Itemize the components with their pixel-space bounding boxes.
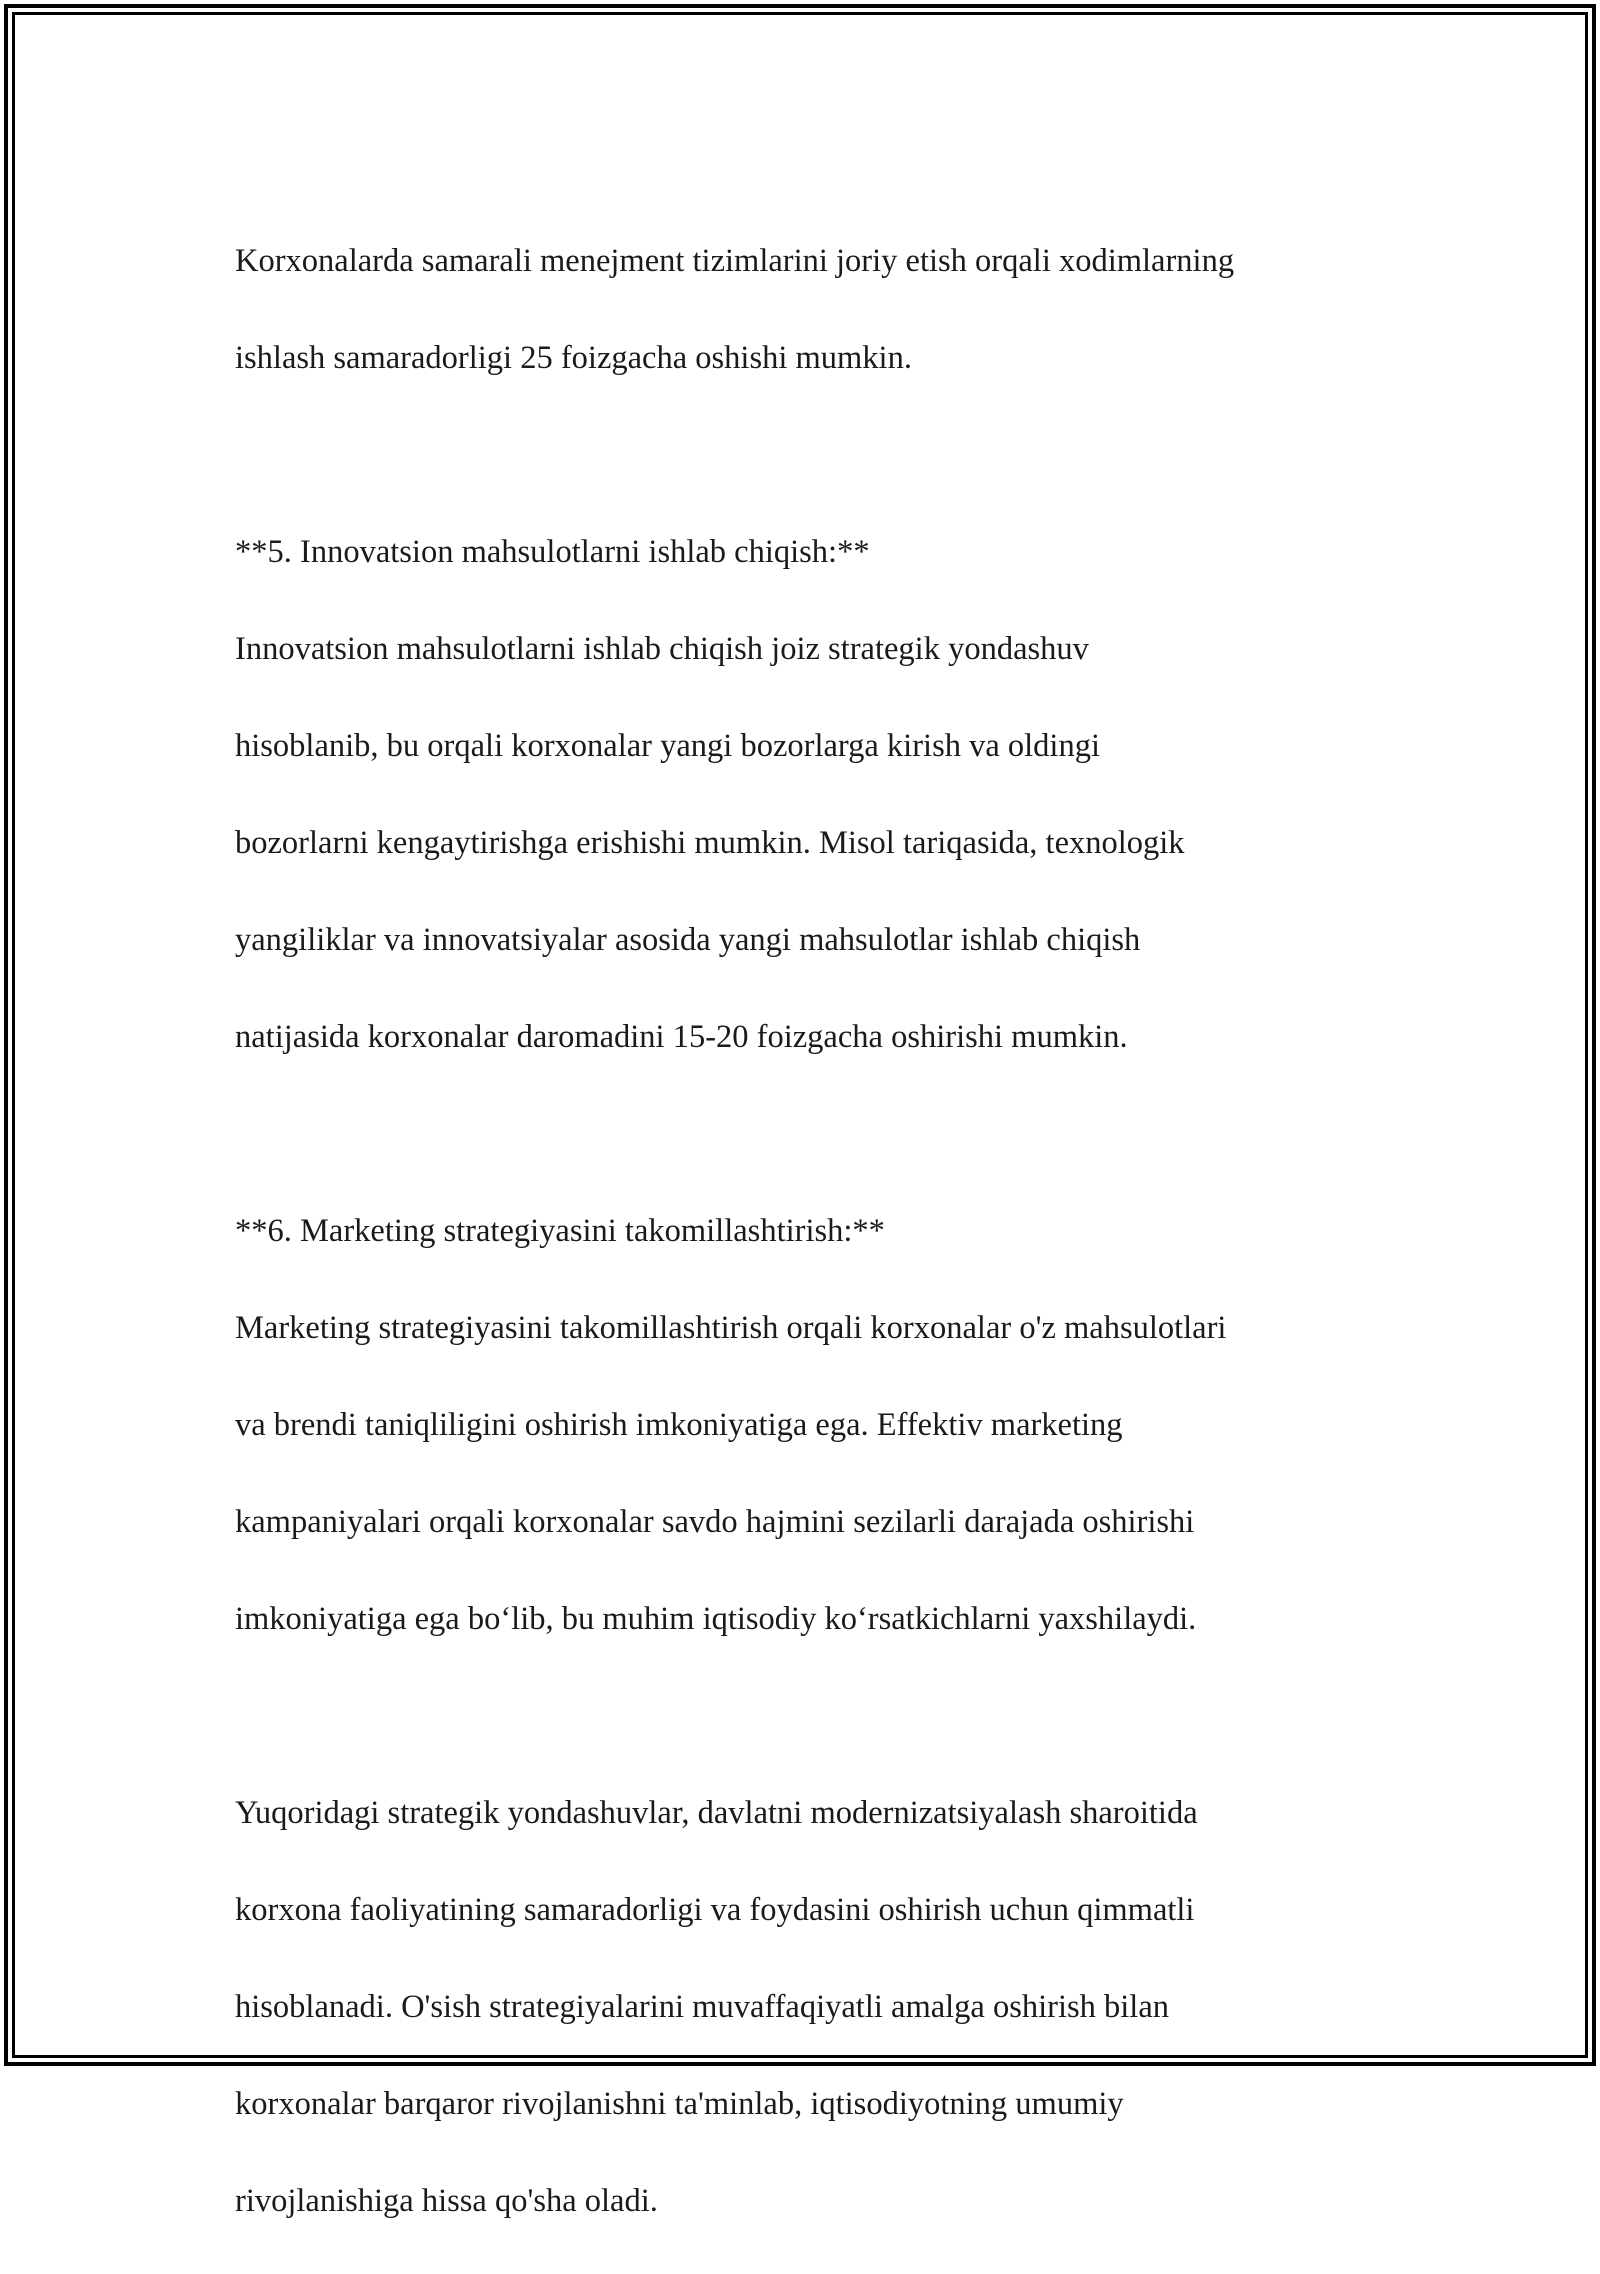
paragraph-innovative-products (235, 479, 1385, 1110)
text-line: hisoblanib, bu orqali korxonalar yangi bozorlarga kirish va oldingi (235, 727, 1100, 764)
text-line: ishlash samaradorligi 25 foizgacha oshishi mumkin. (235, 339, 912, 376)
text-line: Innovatsion mahsulotlarni ishlab chiqish joiz strategik yondashuv (235, 630, 1089, 667)
section-heading: **5. Innovatsion mahsulotlarni ishlab chiqish:** (235, 533, 870, 570)
text-line: Korxonalarda samarali menejment tizimlarini joriy etish orqali xodimlarning (235, 242, 1235, 279)
section-heading: **6. Marketing strategiyasini takomillashtirish:** (235, 1212, 885, 1249)
document-body (235, 188, 1385, 2274)
text-line: bozorlarni kengaytirishga erishishi mumkin. Misol tariqasida, texnologik (235, 824, 1185, 861)
text-line: kampaniyalari orqali korxonalar savdo hajmini sezilarli darajada oshirishi (235, 1503, 1195, 1540)
text-line: korxona faoliyatining samaradorligi va foydasini oshirish uchun qimmatli (235, 1891, 1195, 1928)
text-line: rivojlanishiga hissa qo'sha oladi. (235, 2182, 658, 2219)
paragraph-management-efficiency (235, 188, 1385, 431)
text-line: hisoblanadi. O'sish strategiyalarini muvaffaqiyatli amalga oshirish bilan (235, 1988, 1170, 2025)
text-line: korxonalar barqaror rivojlanishni ta'minlab, iqtisodiyotning umumiy (235, 2085, 1124, 2122)
paragraph-conclusion (235, 1740, 1385, 2274)
text-line: yangiliklar va innovatsiyalar asosida yangi mahsulotlar ishlab chiqish (235, 921, 1141, 958)
text-line: Yuqoridagi strategik yondashuvlar, davlatni modernizatsiyalash sharoitida (235, 1794, 1198, 1831)
text-line: imkoniyatiga ega bo‘lib, bu muhim iqtisodiy ko‘rsatkichlarni yaxshilaydi. (235, 1600, 1197, 1637)
text-line: Marketing strategiyasini takomillashtirish orqali korxonalar o'z mahsulotlari (235, 1309, 1227, 1346)
paragraph-marketing-strategy (235, 1158, 1385, 1692)
text-line: va brendi taniqliligini oshirish imkoniyatiga ega. Effektiv marketing (235, 1406, 1123, 1443)
text-line: natijasida korxonalar daromadini 15-20 foizgacha oshirishi mumkin. (235, 1018, 1128, 1055)
